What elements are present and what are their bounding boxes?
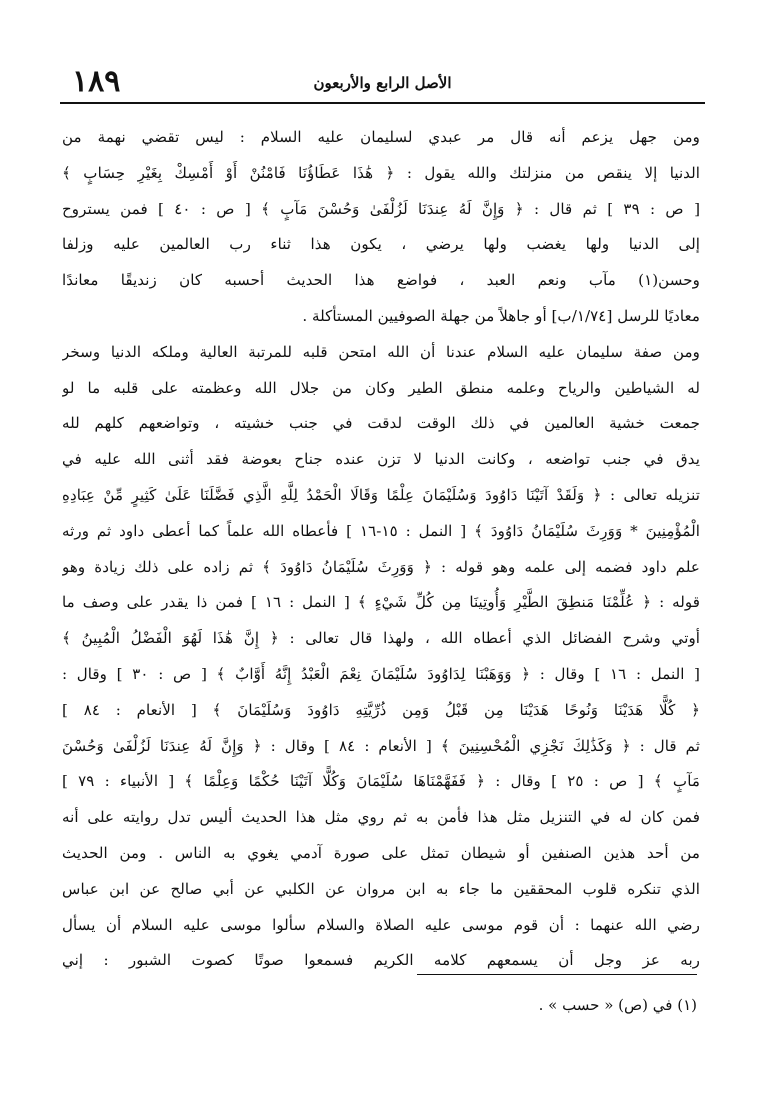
- text-line: مَآبٍ ﴾ [ ص : ٢٥ ] وقال : ﴿ فَفَهَّمْنَاهَا سُلَيْمَانَ وَكُلًّا آتَيْنَا حُكْمًا وَعِلْمًا ﴾ [ الأنبياء : ٧٩ ]: [62, 772, 700, 791]
- text-line: الْمُؤْمِنِينَ * وَوَرِثَ سُلَيْمَانُ دَاوُودَ ﴾ [ النمل : ١٥-١٦ ] فأعطاه الله علماً كما أعطى داود ثم ورثه: [62, 521, 700, 540]
- page-header: [60, 62, 705, 104]
- text-line: تنزيله تعالى : ﴿ وَلَقَدْ آتَيْنَا دَاوُودَ وَسُلَيْمَانَ عِلْمًا وَقَالَا الْحَمْدُ لِلَّهِ الَّذِي فَضَّلَنَا عَلَىٰ كَثِيرٍ مِّنْ عِبَادِهِ: [62, 485, 700, 504]
- text-line: قوله : ﴿ عُلِّمْنَا مَنطِقَ الطَّيْرِ وَأُوتِينَا مِن كُلِّ شَيْءٍ ﴾ [ النمل : ١٦ ] فمن ذا يقدر على وصف ما: [62, 593, 700, 612]
- text-line: إلى الدنيا ولها يغضب ولها يرضي ، يكون هذا ثناء رب العالمين عليه وزلفا: [62, 235, 700, 254]
- text-line: أوتي وشرح الفضائل الذي أعطاه الله ، ولهذا قال تعالى : ﴿ إِنَّ هَٰذَا لَهُوَ الْفَضْلُ الْمُبِينُ ﴾: [62, 629, 700, 648]
- body-text: [62, 120, 700, 979]
- running-title: الأصل الرابع والأربعون: [313, 74, 452, 92]
- text-line: جمعت خشية العالمين في ذلك الوقت لدقت في جنب خشيته ، وتواضعهم كلهم لله: [62, 414, 700, 433]
- text-line: ومن صفة سليمان عليه السلام عندنا أن الله امتحن قلبه للمرتبة العالية وملكه الدنيا وسخر: [62, 342, 700, 361]
- text-line: يدق في جنب تواضعه ، وكانت الدنيا لا تزن عنده جناح بعوضة فقد أثنى الله عليه في: [62, 450, 700, 469]
- text-line: رضي الله عنهما : أن قوم موسى عليه الصلاة والسلام سألوا موسى عليه السلام أن يسأل: [62, 915, 700, 934]
- text-line: الذي تنكره قلوب المحققين ما جاء به ابن مروان عن الكلبي عن أبي صالح عن ابن عباس: [62, 879, 700, 898]
- page-number: ١٨٩: [72, 64, 121, 99]
- text-line: ربه عز وجل أن يسمعهم كلامه الكريم فسمعوا صوتًا كصوت الشبور : إني: [62, 951, 700, 970]
- footnote-separator: [417, 974, 697, 975]
- text-line: له الشياطين والرياح وعلمه منطق الطير وكان من جلال الله وعظمته على قلبه ما لو: [62, 378, 700, 397]
- text-line: من أحد هذين الصنفين أو شيطان تمثل على صورة آدمي يغوي به الناس . ومن الحديث: [62, 843, 700, 862]
- text-line: [ النمل : ١٦ ] وقال : ﴿ وَوَهَبْنَا لِدَاوُودَ سُلَيْمَانَ نِعْمَ الْعَبْدُ إِنَّهُ أَوَّابٌ ﴾ [ ص : ٣٠ ] وقال :: [62, 664, 700, 683]
- text-line: وحسن(١) مآب ونعم العبد ، فواضع هذا الحديث أحسبه كان زنديقًا معاندًا: [62, 271, 700, 290]
- footnote: (١) في (ص) « حسب » .: [538, 996, 697, 1014]
- text-line: ثم قال : ﴿ وَكَذَٰلِكَ نَجْزِي الْمُحْسِنِينَ ﴾ [ الأنعام : ٨٤ ] وقال : ﴿ وَإِنَّ لَهُ عِندَنَا لَزُلْفَىٰ وَحُسْنَ: [62, 736, 700, 755]
- text-line: معاديًا للرسل [١/٧٤/ب] أو جاهلاً من جهلة الصوفيين المستأكلة .: [302, 306, 700, 325]
- text-line: الدنيا إلا ينقص من منزلتك والله يقول : ﴿ هَٰذَا عَطَاؤُنَا فَامْنُنْ أَوْ أَمْسِكْ بِغَيْرِ حِسَابٍ ﴾: [62, 163, 700, 182]
- text-line: ﴿ كُلًّا هَدَيْنَا وَنُوحًا هَدَيْنَا مِن قَبْلُ وَمِن ذُرِّيَّتِهِ دَاوُودَ وَسُلَيْمَانَ ﴾ [ الأنعام : ٨٤ ]: [62, 700, 700, 719]
- text-line: [ ص : ٣٩ ] ثم قال : ﴿ وَإِنَّ لَهُ عِندَنَا لَزُلْفَىٰ وَحُسْنَ مَآبٍ ﴾ [ ص : ٤٠ ] فمن يستروح: [62, 199, 700, 218]
- text-line: علم داود فضمه إلى علمه وهو قوله : ﴿ وَوَرِثَ سُلَيْمَانُ دَاوُودَ ﴾ ثم زاده على ذلك زيادة وهو: [62, 557, 700, 576]
- text-line: فمن كان له في التنزيل مثل هذا فأمن به ثم روي مثل هذا الحديث أليس تدل روايته على أنه: [62, 808, 700, 827]
- text-line: ومن جهل يزعم أنه قال مر عبدي لسليمان عليه السلام : ليس تقضي نهمة من: [62, 128, 700, 146]
